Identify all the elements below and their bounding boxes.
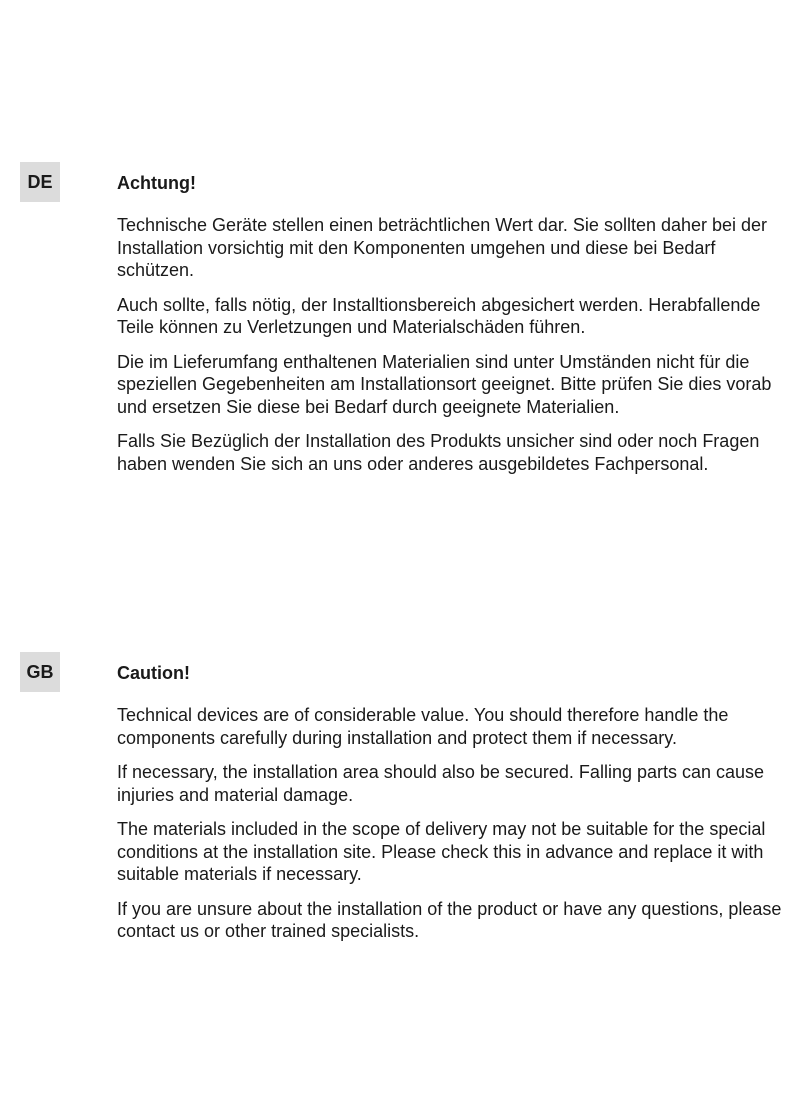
language-badge-de: DE bbox=[20, 162, 60, 202]
paragraph: If you are unsure about the installation of the product or have any questions, please contact us or other trained specialists. bbox=[117, 898, 782, 941]
paragraph: Technische Geräte stellen einen beträchtlichen Wert dar. Sie sollten daher bei der Installation vorsichtig mit den Komponenten umgehen und diese bei Bedarf schützen. bbox=[117, 215, 768, 280]
paragraph: The materials included in the scope of delivery may not be suitable for the special conditions at the installation site. Please check this in advance and replace it with suitable materials if necessary. bbox=[117, 819, 766, 884]
paragraph: If necessary, the installation area should also be secured. Falling parts can cause injuries and material damage. bbox=[117, 762, 765, 805]
section-heading-de: Achtung! bbox=[117, 173, 196, 193]
section-content-gb bbox=[117, 652, 793, 943]
language-badge-gb: GB bbox=[20, 652, 60, 692]
section-heading-gb: Caution! bbox=[117, 663, 190, 683]
paragraph: Falls Sie Bezüglich der Installation des Produkts unsicher sind oder noch Fragen haben wenden Sie sich an uns oder anderes ausgebildetes Fachpersonal. bbox=[117, 431, 760, 474]
section-content-de bbox=[117, 162, 793, 475]
paragraph: Technical devices are of considerable value. You should therefore handle the components carefully during installation and protect them if necessary. bbox=[117, 705, 729, 748]
paragraph-list-gb bbox=[117, 704, 793, 943]
paragraph: Die im Lieferumfang enthaltenen Materialien sind unter Umständen nicht für die speziellen Gegebenheiten am Installationsort geeignet. Bitte prüfen Sie dies vorab und ersetzen Sie diese bei Bedarf durch geeignete Materialien. bbox=[117, 351, 772, 417]
paragraph-list-de bbox=[117, 214, 793, 475]
paragraph: Auch sollte, falls nötig, der Installtionsbereich abgesichert werden. Herabfallende Teile können zu Verletzungen und Materialschäden führen. bbox=[117, 294, 761, 337]
